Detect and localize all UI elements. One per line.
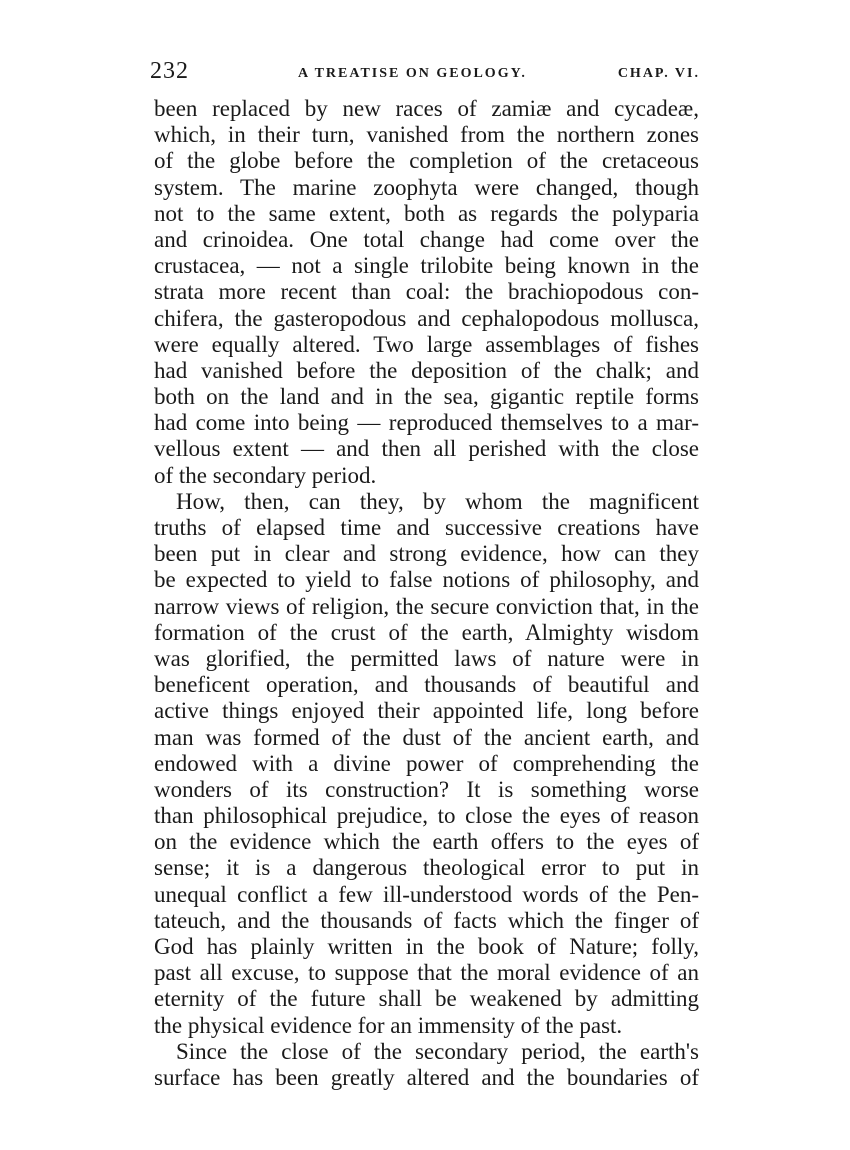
text-line: on the evidence which the earth offers to the eyes of [154,829,699,855]
text-line: been replaced by new races of zamiæ and cycadeæ, [154,96,699,121]
text-line: had vanished before the deposition of the chalk; and [154,357,699,383]
text-line: which, in their turn, vanished from the northern zones [154,122,699,148]
text-line: and crinoidea. One total change had come over the [154,226,699,252]
paragraph-start-line: How, then, can they, by whom the magnificent [176,488,699,514]
text-line: was glorified, the permitted laws of nature were in [154,645,699,671]
paragraph-end-line: the physical evidence for an immensity of the past. [154,1012,623,1038]
text-line: beneficent operation, and thousands of beautiful and [154,672,699,698]
page-number: 232 [150,58,189,84]
text-line: both on the land and in the sea, gigantic reptile forms [154,384,699,410]
text-line: of the globe before the completion of the cretaceous [154,148,699,174]
body-text [154,96,699,1091]
text-line: crustacea, — not a single trilobite being known in the [154,253,699,279]
text-line: had come into being — reproduced themselves to a mar- [154,410,699,436]
text-line: God has plainly written in the book of Nature; folly, [154,934,699,959]
text-line: endowed with a divine power of comprehending the [154,750,699,776]
text-line: be expected to yield to false notions of philosophy, and [154,567,699,593]
paragraph-end-line: of the secondary period. [154,462,377,488]
text-line: sense; it is a dangerous theological error to put in [154,855,699,881]
text-line: wonders of its construction? It is something worse [154,776,699,802]
text-line: system. The marine zoophyta were changed, though [154,174,699,200]
text-line: truths of elapsed time and successive creations have [154,515,699,540]
text-line: past all excuse, to suppose that the moral evidence of an [154,960,699,986]
text-line: vellous extent — and then all perished with the close [154,436,699,462]
text-line: tateuch, and the thousands of facts which the finger of [154,907,699,933]
text-line: been put in clear and strong evidence, how can they [154,541,699,567]
text-line: narrow views of religion, the secure conviction that, in the [154,593,699,619]
text-line: eternity of the future shall be weakened by admitting [154,986,699,1012]
chapter-label: CHAP. VI. [617,66,700,81]
text-line: not to the same extent, both as regards the polyparia [154,200,699,226]
text-line: strata more recent than coal: the brachiopodous con- [154,279,699,305]
text-line: man was formed of the dust of the ancient earth, and [154,724,699,750]
text-line: were equally altered. Two large assemblages of fishes [154,331,699,357]
text-line: chifera, the gasteropodous and cephalopodous mollusca, [154,305,699,331]
text-line: than philosophical prejudice, to close the eyes of reason [154,803,699,829]
text-line: formation of the crust of the earth, Almighty wisdom [154,619,699,645]
running-head [150,58,700,88]
running-title: A TREATISE ON GEOLOGY. [298,66,527,81]
text-line: active things enjoyed their appointed life, long before [154,698,699,724]
text-line: unequal conflict a few ill-understood words of the Pen- [154,881,699,907]
paragraph-start-line: Since the close of the secondary period, the earth's [176,1038,699,1064]
text-line: surface has been greatly altered and the boundaries of [154,1064,699,1090]
